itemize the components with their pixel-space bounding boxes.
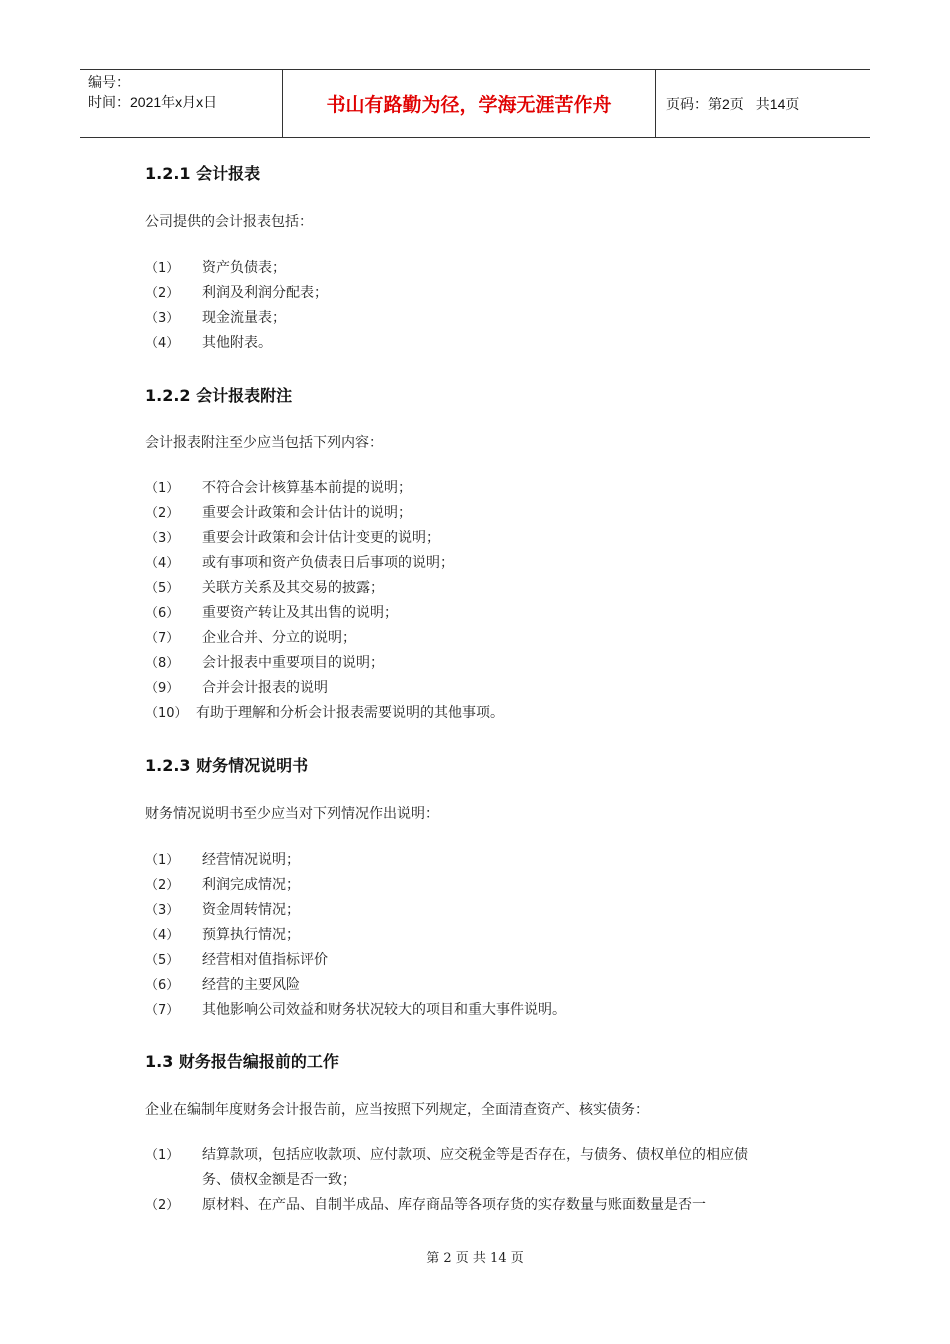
total-label: 共14页: [755, 95, 800, 112]
item-number: （7）: [145, 1003, 180, 1018]
item-number: （1）: [145, 481, 180, 496]
item-number: （7）: [145, 631, 180, 646]
section-heading: 1.2.2 会计报表附注: [145, 386, 293, 405]
item-text: 预算执行情况；: [202, 927, 300, 943]
section-heading: 1.2.1 会计报表: [145, 164, 261, 183]
list-item: [145, 306, 825, 331]
item-text: 关联方关系及其交易的披露；: [202, 580, 384, 596]
item-text: 不符合会计核算基本前提的说明；: [202, 480, 412, 496]
item-text: 经营相对值指标评价: [202, 952, 328, 968]
item-text: 结算款项，包括应收款项、应付款项、应交税金等是否存在，与债务、债权单位的相应债务、债权金额是否一致；: [202, 1147, 748, 1188]
section-heading: 1.3 财务报告编报前的工作: [145, 1052, 339, 1071]
list-item: [145, 998, 825, 1023]
section-intro: 财务情况说明书至少应当对下列情况作出说明：: [145, 806, 439, 822]
list-item: [145, 1193, 825, 1218]
item-number: （4）: [145, 336, 180, 351]
section-list: [145, 848, 825, 1023]
item-number: （2）: [145, 878, 180, 893]
page-footer: 第 2 页 共 14 页: [426, 1251, 524, 1266]
item-text: 利润及利润分配表；: [202, 285, 328, 301]
item-number: （2）: [145, 1198, 180, 1213]
list-item: [145, 651, 825, 676]
header-motto: 书山有路勤为径，学海无涯苦作舟: [282, 70, 656, 137]
item-text: 重要会计政策和会计估计变更的说明；: [202, 530, 440, 546]
item-number: （4）: [145, 928, 180, 943]
list-item: [145, 281, 825, 306]
item-number: （3）: [145, 531, 180, 546]
item-text: 其他影响公司效益和财务状况较大的项目和重大事件说明。: [202, 1002, 566, 1018]
list-item: [145, 1143, 825, 1193]
section-intro: 会计报表附注至少应当包括下列内容：: [145, 435, 383, 451]
item-text: 现金流量表；: [202, 310, 286, 326]
list-item: [145, 526, 825, 551]
item-number: （10）: [145, 706, 188, 721]
list-item: [145, 551, 825, 576]
list-item: [145, 331, 825, 356]
item-text: 合并会计报表的说明: [202, 680, 328, 696]
item-text: 会计报表中重要项目的说明；: [202, 655, 384, 671]
section-heading: 1.2.3 财务情况说明书: [145, 756, 309, 775]
page-label: 页码：第2页: [666, 95, 744, 112]
item-text: 重要资产转让及其出售的说明；: [202, 605, 398, 621]
page-header: [80, 69, 870, 138]
item-number: （3）: [145, 311, 180, 326]
list-item: [145, 476, 825, 501]
list-item: [145, 948, 825, 973]
item-text: 或有事项和资产负债表日后事项的说明；: [202, 555, 454, 571]
item-number: （1）: [145, 261, 180, 276]
list-item: [145, 973, 825, 998]
code-label: 编号：: [88, 74, 130, 90]
list-item: [145, 898, 825, 923]
section-list: [145, 256, 825, 356]
list-item: [145, 501, 825, 526]
item-number: （3）: [145, 903, 180, 918]
item-text: 企业合并、分立的说明；: [202, 630, 356, 646]
item-text: 资金周转情况；: [202, 902, 300, 918]
item-number: （6）: [145, 978, 180, 993]
section-intro: 企业在编制年度财务会计报告前，应当按照下列规定，全面清查资产、核实债务：: [145, 1102, 649, 1118]
item-number: （8）: [145, 656, 180, 671]
item-text: 重要会计政策和会计估计的说明；: [202, 505, 412, 521]
item-number: （5）: [145, 581, 180, 596]
section-intro: 公司提供的会计报表包括：: [145, 214, 313, 230]
list-item: [145, 848, 825, 873]
item-text: 经营情况说明；: [202, 852, 300, 868]
list-item: [145, 923, 825, 948]
item-text: 资产负债表；: [202, 260, 286, 276]
item-number: （2）: [145, 286, 180, 301]
header-info: [80, 70, 282, 137]
list-item: [145, 601, 825, 626]
item-number: （1）: [145, 1148, 180, 1163]
section-list: [145, 1143, 825, 1218]
list-item: [145, 676, 825, 701]
list-item: [145, 626, 825, 651]
header-page-info: [656, 70, 870, 137]
item-number: （2）: [145, 506, 180, 521]
section-list: [145, 476, 825, 726]
list-item: [145, 873, 825, 898]
item-number: （5）: [145, 953, 180, 968]
item-number: （4）: [145, 556, 180, 571]
time-label: 时间：2021年x月x日: [88, 94, 218, 110]
item-number: （1）: [145, 853, 180, 868]
item-number: （9）: [145, 681, 180, 696]
item-number: （6）: [145, 606, 180, 621]
item-text: 原材料、在产品、自制半成品、库存商品等各项存货的实存数量与账面数量是否一: [202, 1197, 706, 1213]
item-text: 有助于理解和分析会计报表需要说明的其他事项。: [196, 705, 504, 721]
item-text: 经营的主要风险: [202, 977, 300, 993]
list-item: [145, 576, 825, 601]
item-text: 利润完成情况；: [202, 877, 300, 893]
item-text: 其他附表。: [202, 335, 272, 351]
list-item: [145, 256, 825, 281]
list-item: [145, 701, 825, 726]
